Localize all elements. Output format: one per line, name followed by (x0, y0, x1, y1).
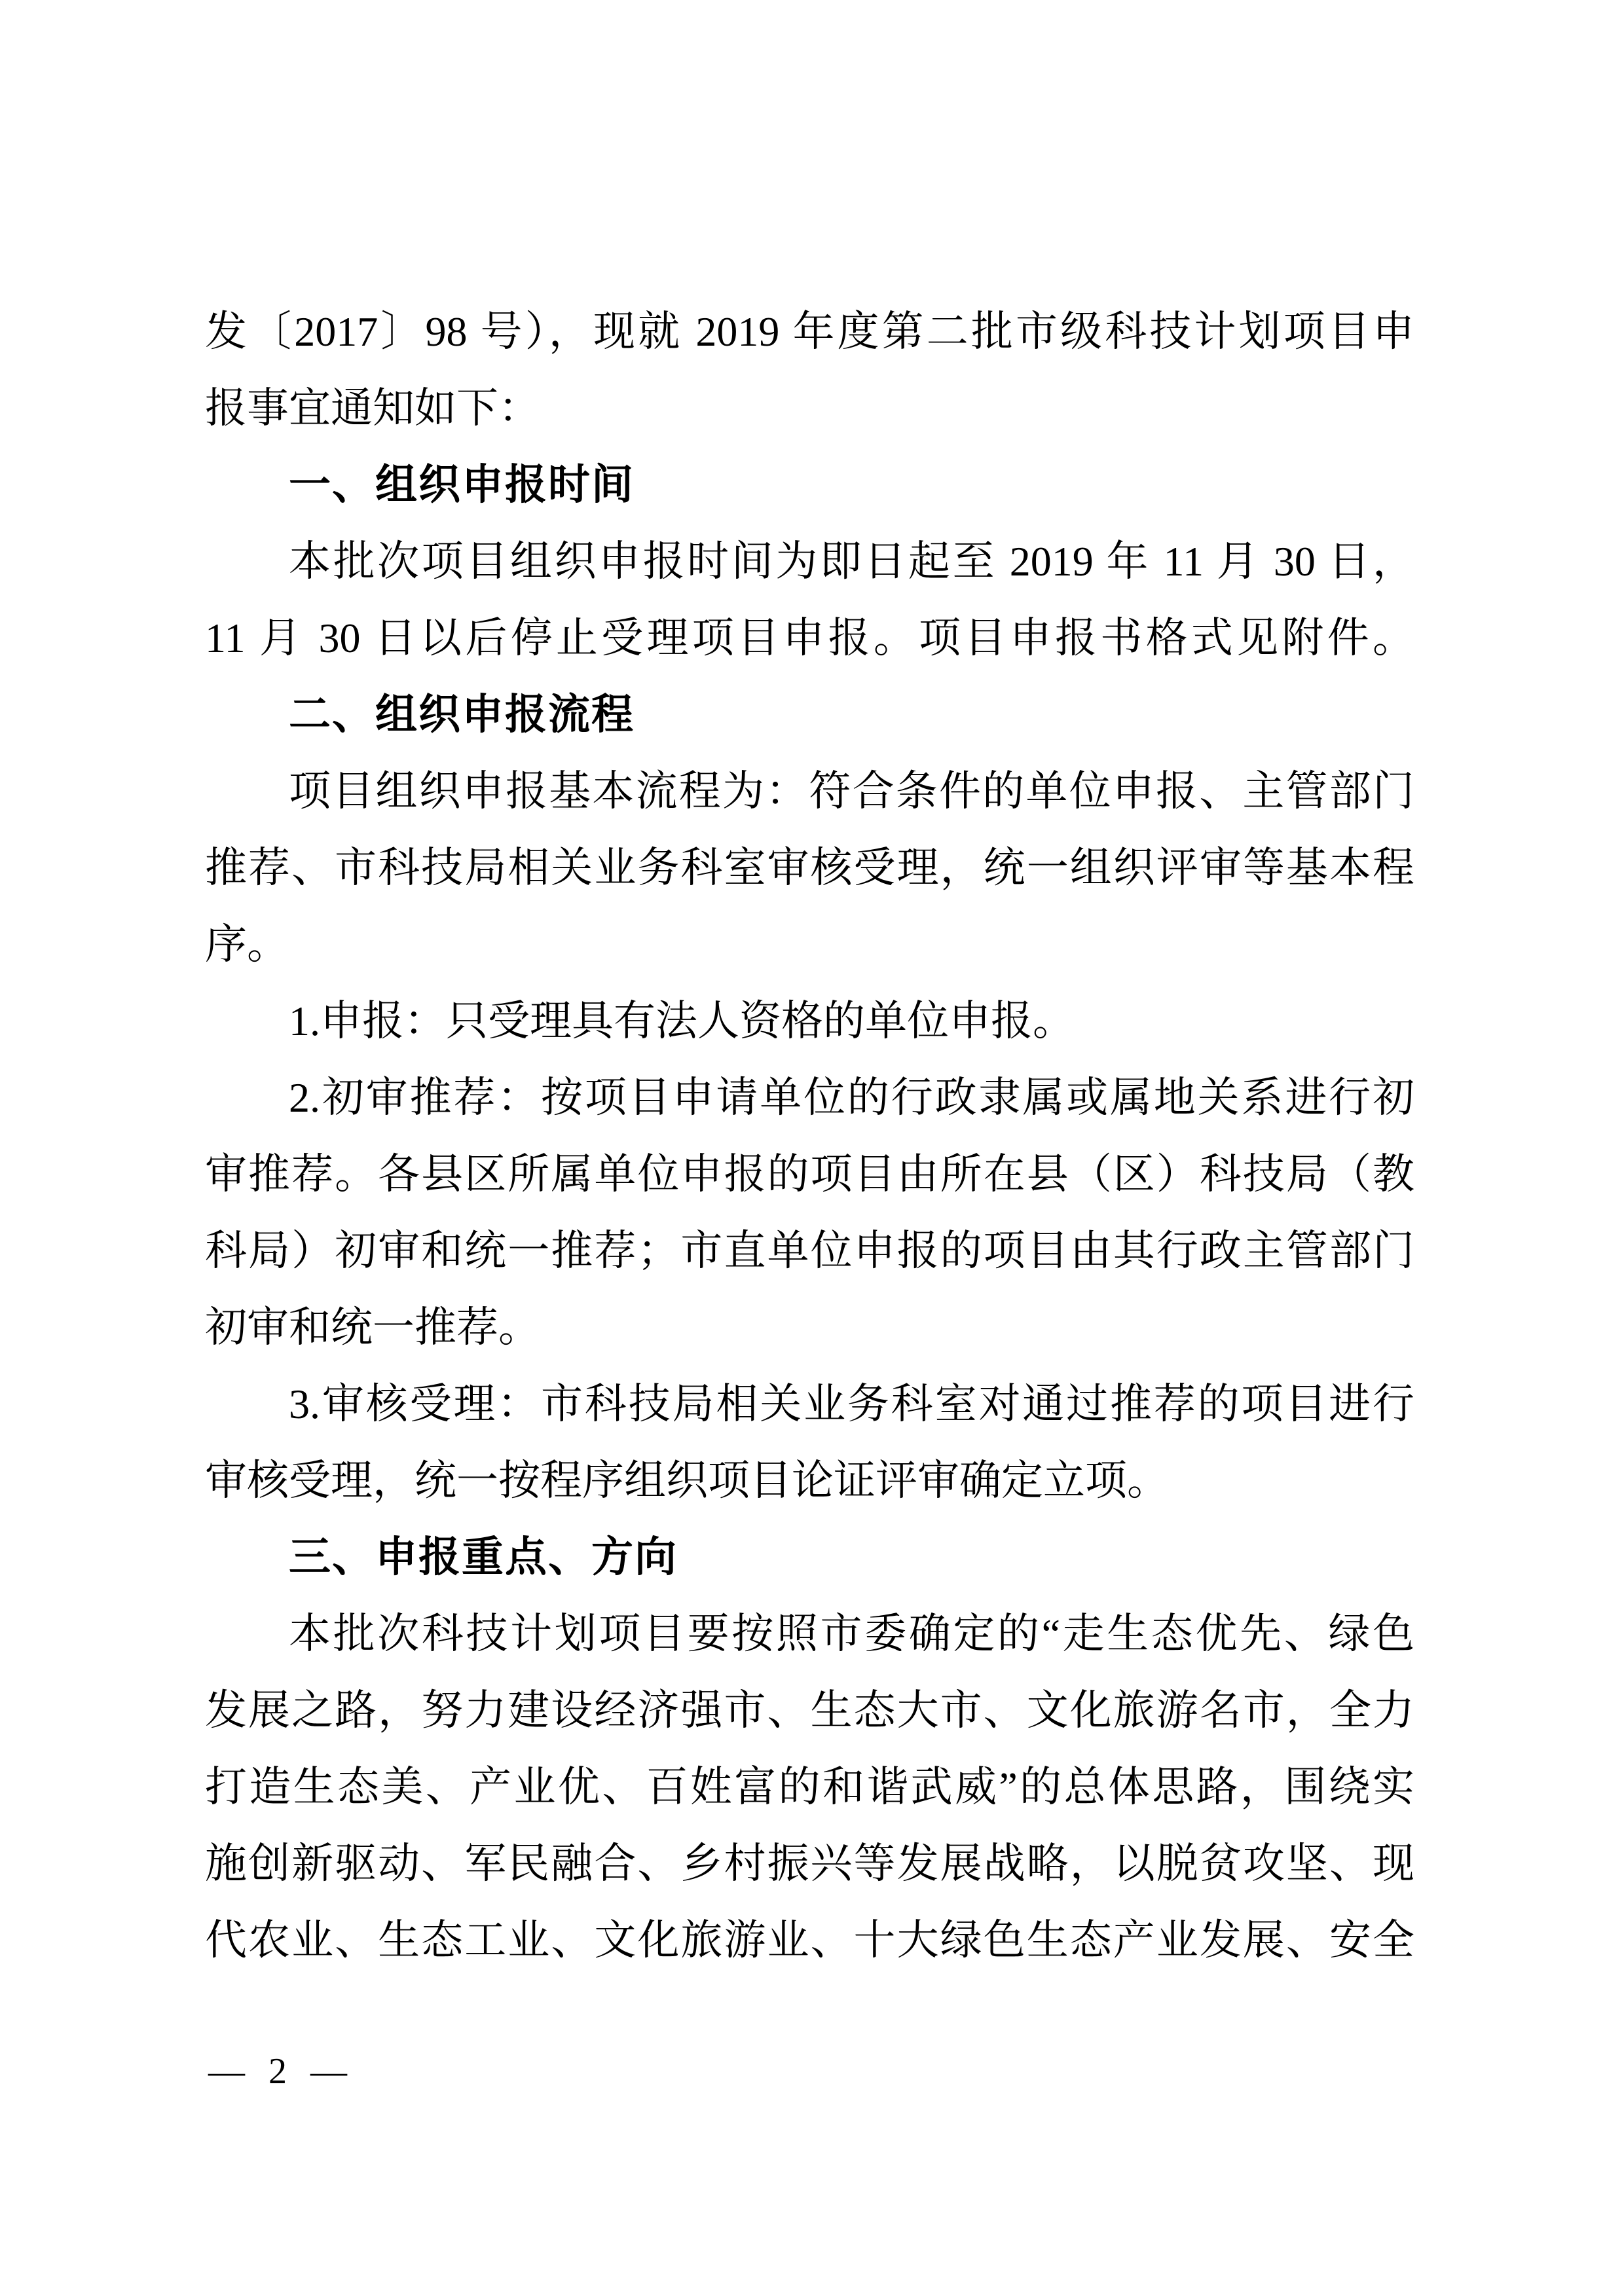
text-line: 发〔2017〕98 号），现就 2019 年度第二批市级科技计划项目申 (205, 308, 1414, 355)
text-line: 1.申报：只受理具有法人资格的单位申报。 (289, 998, 1075, 1044)
text-line: 科局）初审和统一推荐；市直单位申报的项目由其行政主管部门 (205, 1228, 1414, 1274)
text-line: 项目组织申报基本流程为：符合条件的单位申报、主管部门 (289, 768, 1414, 814)
text-line: 审核受理，统一按程序组织项目论证评审确定立项。 (205, 1457, 1169, 1504)
text-line: 施创新驱动、军民融合、乡村振兴等发展战略，以脱贫攻坚、现 (205, 1840, 1414, 1887)
text-line: 本批次项目组织申报时间为即日起至 2019 年 11 月 30 日， (289, 538, 1414, 585)
text-line: 代农业、生态工业、文化旅游业、十大绿色生态产业发展、安全 (205, 1917, 1414, 1963)
text-line: 打造生态美、产业优、百姓富的和谐武威”的总体思路，围绕实 (205, 1764, 1414, 1810)
text-line: 报事宜通知如下： (205, 385, 540, 431)
page-number: — 2 — (208, 2051, 347, 2092)
section-heading: 三、申报重点、方向 (289, 1533, 678, 1580)
text-line: 序。 (205, 921, 289, 968)
text-line: 11 月 30 日以后停止受理项目申报。项目申报书格式见附件。 (205, 615, 1414, 661)
section-heading: 一、组织申报时间 (289, 461, 635, 508)
text-line: 2.初审推荐：按项目申请单位的行政隶属或属地关系进行初 (289, 1074, 1414, 1121)
text-line: 3.审核受理：市科技局相关业务科室对通过推荐的项目进行 (289, 1381, 1414, 1427)
text-line: 初审和统一推荐。 (205, 1304, 540, 1351)
text-line: 审推荐。各县区所属单位申报的项目由所在县（区）科技局（教 (205, 1151, 1414, 1197)
text-line: 本批次科技计划项目要按照市委确定的“走生态优先、绿色 (289, 1611, 1414, 1657)
text-line: 发展之路，努力建设经济强市、生态大市、文化旅游名市，全力 (205, 1687, 1414, 1734)
text-line: 推荐、市科技局相关业务科室审核受理，统一组织评审等基本程 (205, 845, 1414, 891)
section-heading: 二、组织申报流程 (289, 691, 635, 738)
document-body (205, 293, 1414, 1978)
